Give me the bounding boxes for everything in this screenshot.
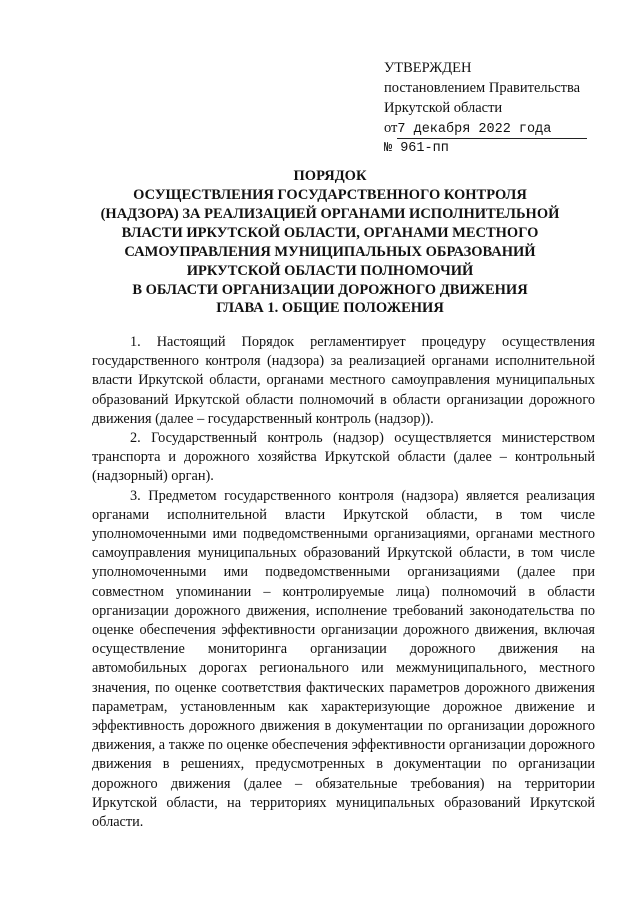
approval-number: № 961-пп xyxy=(384,141,449,156)
approval-decree: постановлением Правительства xyxy=(384,80,581,96)
title-line: ВЛАСТИ ИРКУТСКОЙ ОБЛАСТИ, ОРГАНАМИ МЕСТНОГО xyxy=(121,225,539,241)
title-line: САМОУПРАВЛЕНИЯ МУНИЦИПАЛЬНЫХ ОБРАЗОВАНИЙ xyxy=(124,244,536,260)
document-title xyxy=(80,167,580,300)
approval-stamp xyxy=(384,58,587,159)
approval-date: 7 декабря 2022 года xyxy=(397,122,587,139)
approval-date-prefix: от xyxy=(384,120,398,136)
title-line: ОСУЩЕСТВЛЕНИЯ ГОСУДАРСТВЕННОГО КОНТРОЛЯ xyxy=(133,187,527,203)
paragraph-2: 2. Государственный контроль (надзор) осуществляется министерством транспорта и дорожного хозяйства Иркутской области (далее – контрольный (надзорный) орган). xyxy=(92,430,595,485)
title-line: ПОРЯДОК xyxy=(293,168,367,184)
approval-heading: УТВЕРЖДЕН xyxy=(384,60,472,76)
chapter-heading: ГЛАВА 1. ОБЩИЕ ПОЛОЖЕНИЯ xyxy=(216,300,444,316)
approval-date-line xyxy=(384,118,587,139)
title-line: ИРКУТСКОЙ ОБЛАСТИ ПОЛНОМОЧИЙ xyxy=(186,263,474,279)
paragraph-3: 3. Предметом государственного контроля (надзора) является реализация органами исполнительной власти Иркутской области, в том числе уполномоченными ими подведомственными организациями, органами местного самоуправления муниципальных образований Иркутской области, в том числе уполномоченными ими подведомственными организациями (далее при совместном упоминании – контролируемые лица) полномочий в области организации дорожного движения, исполнение требований законодательства по оценке обеспечения эффективности организации дорожного движения, включая осуществление мониторинга организации дорожного движения на автомобильных дорогах регионального или межмуниципального, местного значения, по оценке соответствия фактических параметров дорожного движения параметрам, установленным как характеризующие дорожное движение и эффективность дорожного движения в документации по организации дорожного движения, а также по оценке обеспечения эффективности организации дорожного движения в решениях, предусмотренных в документации по организации дорожного движения (далее – обязательные требования) на территории Иркутской области, на территориях муниципальных образований Иркутской области. xyxy=(92,487,595,831)
approval-region: Иркутской области xyxy=(384,100,503,116)
paragraph-1: 1. Настоящий Порядок регламентирует процедуру осуществления государственного контроля (надзора) за реализацией органами исполнительной власти Иркутской области, органами местного самоуправления муниципальных образований Иркутской области полномочий в области организации дорожного движения (далее – государственный контроль (надзор)). xyxy=(92,334,595,427)
document-body xyxy=(92,333,595,832)
title-line: (НАДЗОРА) ЗА РЕАЛИЗАЦИЕЙ ОРГАНАМИ ИСПОЛНИТЕЛЬНОЙ xyxy=(100,206,560,222)
title-line: В ОБЛАСТИ ОРГАНИЗАЦИИ ДОРОЖНОГО ДВИЖЕНИЯ xyxy=(132,282,528,298)
